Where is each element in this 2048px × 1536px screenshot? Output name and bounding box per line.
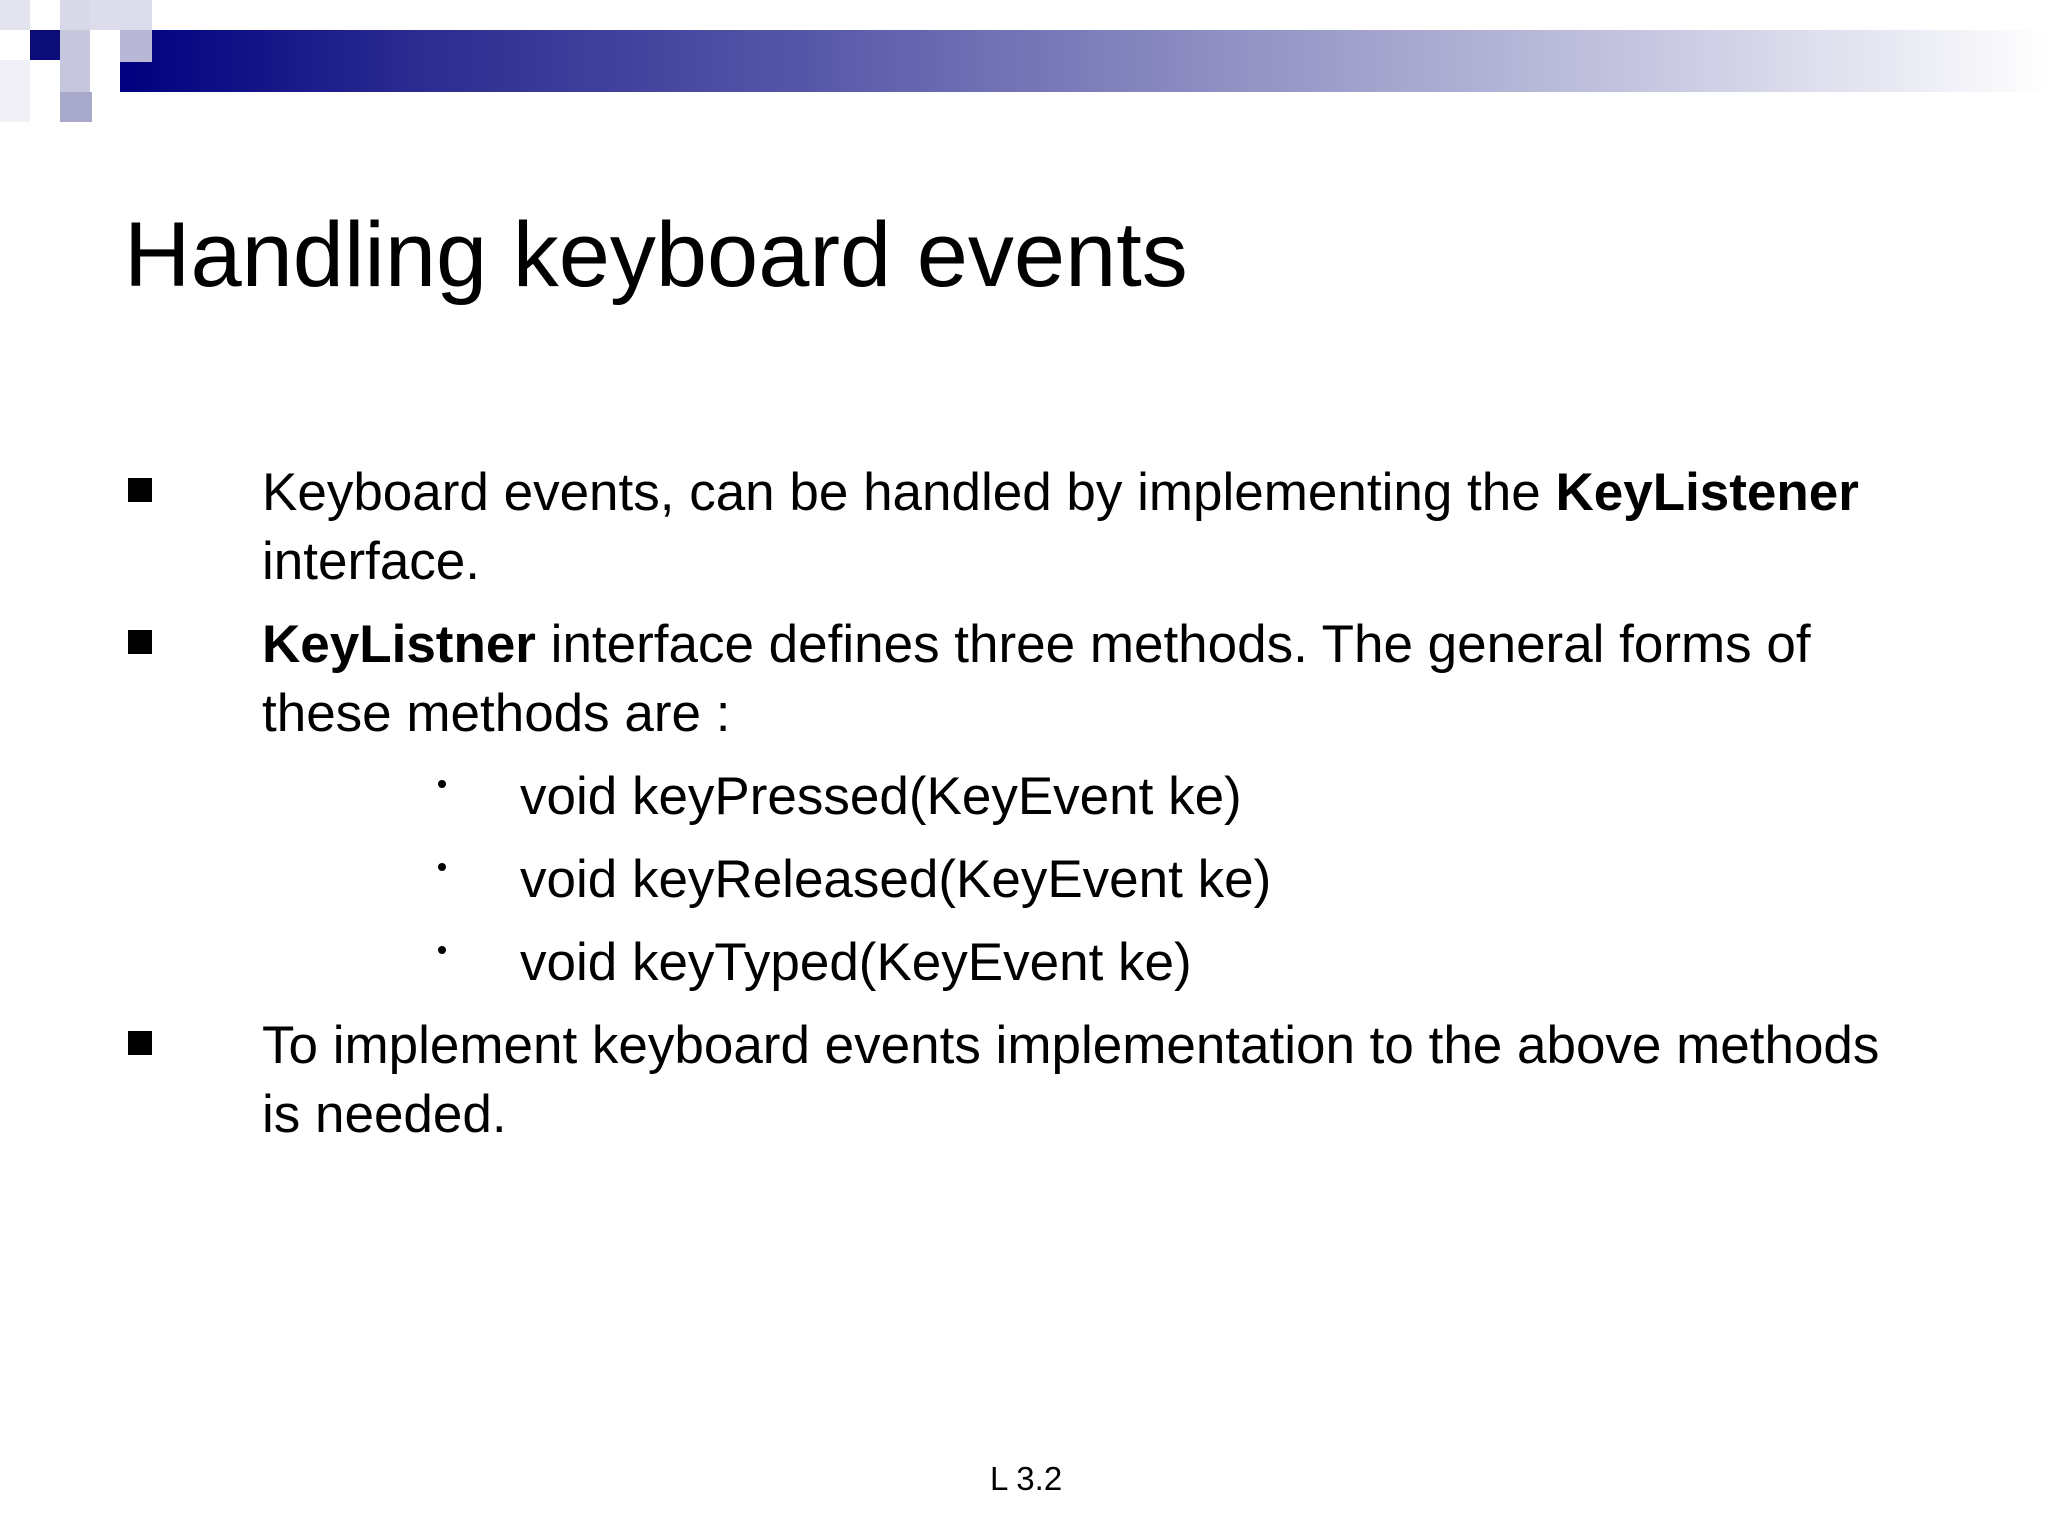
corner-square-decoration [60,30,90,92]
bullet-item-3 [262,1011,1902,1149]
method-item-keyreleased [520,845,2048,914]
square-bullet-icon [128,1031,152,1055]
keylistner-term: KeyListner [262,615,536,674]
dot-bullet-icon [438,780,446,788]
bullet-list [0,458,2048,1149]
bullet-item-1 [262,458,1902,596]
corner-square-decoration [0,60,30,122]
corner-square-decoration [60,0,90,30]
corner-square-decoration [92,60,120,92]
corner-square-decoration [60,92,92,122]
square-bullet-icon [128,630,152,654]
dot-bullet-icon [438,863,446,871]
method-signature: void keyPressed(KeyEvent ke) [520,767,1242,826]
square-bullet-icon [128,478,152,502]
corner-square-decoration [120,30,152,62]
corner-square-decoration [90,0,152,30]
method-signature: void keyReleased(KeyEvent ke) [520,850,1272,909]
bullet-text: To implement keyboard events implementation to the above methods is needed. [262,1016,1880,1144]
method-item-keytyped [520,928,2048,997]
method-signature: void keyTyped(KeyEvent ke) [520,933,1192,992]
corner-square-decoration [0,0,30,30]
slide-number: L 3.2 [990,1460,1063,1497]
bullet-text: Keyboard events, can be handled by implementing the [262,463,1556,522]
bullet-item-2 [262,610,1902,748]
header-gradient-band [120,30,2048,92]
dot-bullet-icon [438,946,446,954]
bullet-text: interface. [262,532,481,591]
corner-square-decoration [30,30,60,60]
slide-title: Handling keyboard events [124,204,1188,306]
keylistener-term: KeyListener [1555,463,1859,522]
method-item-keypressed [520,762,2048,831]
bullet-text: interface defines three methods. The general forms of these methods are : [262,615,1811,743]
